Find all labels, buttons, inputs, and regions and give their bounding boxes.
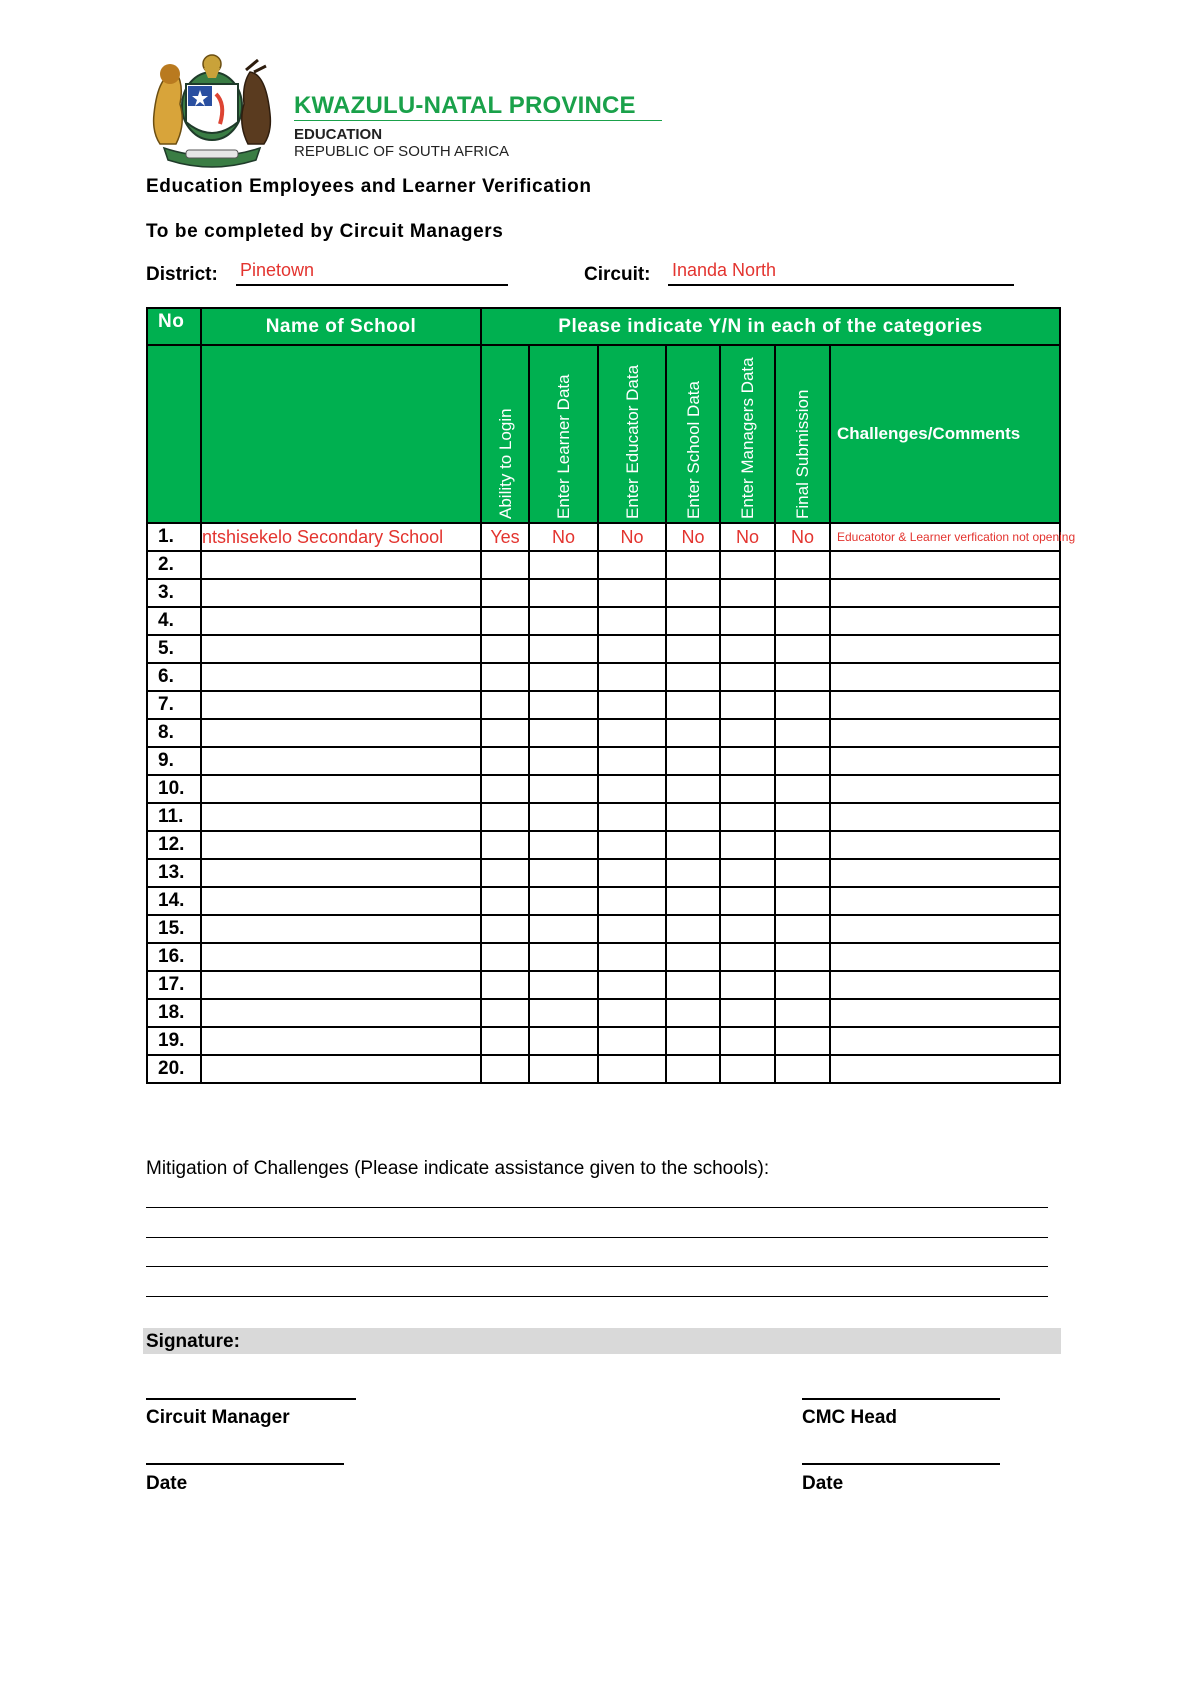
school-name-cell[interactable]: [201, 859, 481, 887]
school-name-cell[interactable]: [201, 635, 481, 663]
comment-cell[interactable]: [830, 803, 1060, 831]
comment-cell[interactable]: [830, 887, 1060, 915]
comment-cell[interactable]: [830, 1055, 1060, 1083]
table-row: [147, 719, 1060, 747]
form-title: Education Employees and Learner Verification: [146, 176, 592, 197]
category-cell[interactable]: [720, 915, 775, 943]
category-header: [598, 345, 666, 523]
table-row: [147, 943, 1060, 971]
category-cell[interactable]: [775, 719, 830, 747]
category-cell[interactable]: [529, 831, 598, 859]
circuit-manager-label: Circuit Manager: [146, 1407, 290, 1428]
category-cell[interactable]: [481, 999, 529, 1027]
row-number: 1.: [147, 523, 201, 551]
school-name-cell[interactable]: [201, 887, 481, 915]
row-number: 12.: [147, 831, 201, 859]
row-number: 11.: [147, 803, 201, 831]
comment-cell[interactable]: [830, 1027, 1060, 1055]
comment-cell[interactable]: [830, 551, 1060, 579]
school-name-cell[interactable]: [201, 551, 481, 579]
school-name-cell[interactable]: [201, 607, 481, 635]
row-number: 16.: [147, 943, 201, 971]
category-cell[interactable]: [598, 551, 666, 579]
category-cell[interactable]: [666, 663, 720, 691]
date-label-left: Date: [146, 1473, 188, 1494]
category-cell[interactable]: [481, 663, 529, 691]
mitigation-line[interactable]: [146, 1237, 1048, 1238]
row-number: 20.: [147, 1055, 201, 1083]
category-cell[interactable]: [775, 803, 830, 831]
category-cell[interactable]: [666, 607, 720, 635]
table-row: [147, 523, 1060, 551]
category-cell[interactable]: [481, 635, 529, 663]
category-cell[interactable]: [666, 803, 720, 831]
school-name-cell[interactable]: [201, 971, 481, 999]
category-cell[interactable]: [598, 859, 666, 887]
form-subtitle: To be completed by Circuit Managers: [146, 221, 504, 242]
category-cell[interactable]: [775, 579, 830, 607]
row-number: 7.: [147, 691, 201, 719]
department-name: EDUCATION: [294, 126, 383, 143]
table-row: [147, 747, 1060, 775]
category-cell[interactable]: [481, 887, 529, 915]
comment-cell[interactable]: [830, 859, 1060, 887]
category-cell[interactable]: [775, 1055, 830, 1083]
row-number: 8.: [147, 719, 201, 747]
table-row: [147, 691, 1060, 719]
category-cell[interactable]: [529, 663, 598, 691]
category-cell[interactable]: [529, 971, 598, 999]
table-row: [147, 663, 1060, 691]
category-cell[interactable]: [720, 887, 775, 915]
school-name-cell[interactable]: [201, 915, 481, 943]
category-cell[interactable]: [666, 831, 720, 859]
category-cell[interactable]: [666, 999, 720, 1027]
category-label: Enter Educator Data: [622, 364, 642, 519]
district-underline: [236, 284, 508, 286]
category-cell[interactable]: [481, 691, 529, 719]
category-cell[interactable]: [720, 943, 775, 971]
comment-cell[interactable]: [830, 943, 1060, 971]
category-cell[interactable]: [666, 635, 720, 663]
school-name-cell[interactable]: [201, 663, 481, 691]
category-cell[interactable]: [775, 551, 830, 579]
row-number: 4.: [147, 607, 201, 635]
category-cell[interactable]: [598, 775, 666, 803]
category-cell[interactable]: [775, 663, 830, 691]
category-cell[interactable]: [666, 747, 720, 775]
category-cell[interactable]: [666, 1027, 720, 1055]
category-cell[interactable]: [666, 775, 720, 803]
comment-cell[interactable]: [830, 719, 1060, 747]
category-cell[interactable]: [666, 887, 720, 915]
category-cell[interactable]: [775, 915, 830, 943]
category-cell[interactable]: [775, 691, 830, 719]
table-row: [147, 607, 1060, 635]
category-cell[interactable]: [775, 607, 830, 635]
row-number: 5.: [147, 635, 201, 663]
category-cell[interactable]: [481, 747, 529, 775]
category-cell[interactable]: [598, 1027, 666, 1055]
school-name-cell[interactable]: [201, 999, 481, 1027]
category-cell[interactable]: [666, 971, 720, 999]
row-number: 6.: [147, 663, 201, 691]
category-cell[interactable]: [529, 803, 598, 831]
table-row: [147, 915, 1060, 943]
category-cell[interactable]: [529, 1027, 598, 1055]
category-cell[interactable]: [481, 607, 529, 635]
category-cell[interactable]: [529, 579, 598, 607]
mitigation-line[interactable]: [146, 1296, 1048, 1297]
comment-cell[interactable]: [830, 691, 1060, 719]
date-line-left[interactable]: [146, 1463, 344, 1465]
category-cell[interactable]: [598, 663, 666, 691]
table-row: [147, 1055, 1060, 1083]
category-cell[interactable]: [481, 1027, 529, 1055]
category-cell[interactable]: [529, 943, 598, 971]
row-number: 15.: [147, 915, 201, 943]
category-cell[interactable]: [666, 551, 720, 579]
header-blank-no: [147, 345, 201, 523]
school-name-cell[interactable]: [201, 579, 481, 607]
comment-cell[interactable]: [830, 775, 1060, 803]
category-cell[interactable]: [598, 1055, 666, 1083]
comment-cell[interactable]: [830, 915, 1060, 943]
category-cell[interactable]: [666, 579, 720, 607]
comment-cell[interactable]: [830, 971, 1060, 999]
category-cell[interactable]: No: [598, 523, 666, 551]
school-name-cell[interactable]: [201, 691, 481, 719]
table-row: [147, 803, 1060, 831]
table-row: [147, 775, 1060, 803]
category-cell[interactable]: [720, 691, 775, 719]
category-cell[interactable]: [598, 719, 666, 747]
school-name-cell[interactable]: [201, 1027, 481, 1055]
country-name: REPUBLIC OF SOUTH AFRICA: [294, 143, 510, 160]
signature-label: Signature:: [146, 1331, 240, 1352]
category-cell[interactable]: [720, 579, 775, 607]
category-cell[interactable]: [598, 887, 666, 915]
category-header: [529, 345, 598, 523]
circuit-underline: [668, 284, 1014, 286]
comment-cell[interactable]: Educatotor & Learner verfication not opening: [830, 523, 1060, 551]
category-cell[interactable]: [775, 831, 830, 859]
column-header-name: Name of School: [201, 308, 481, 345]
category-cell[interactable]: [720, 719, 775, 747]
category-cell[interactable]: [529, 607, 598, 635]
category-cell[interactable]: No: [666, 523, 720, 551]
row-number: 13.: [147, 859, 201, 887]
category-label: Enter School Data: [683, 381, 703, 519]
row-number: 3.: [147, 579, 201, 607]
comment-cell[interactable]: [830, 999, 1060, 1027]
category-cell[interactable]: [720, 747, 775, 775]
category-cell[interactable]: [481, 775, 529, 803]
category-cell[interactable]: [529, 551, 598, 579]
category-cell[interactable]: [775, 775, 830, 803]
category-label: Final Submission: [793, 389, 812, 519]
school-name-cell[interactable]: [201, 719, 481, 747]
category-label: Ability to Login: [495, 408, 515, 519]
category-cell[interactable]: [720, 663, 775, 691]
category-cell[interactable]: [775, 971, 830, 999]
category-header: [775, 345, 830, 523]
circuit-label: Circuit:: [584, 264, 651, 285]
category-cell[interactable]: [529, 999, 598, 1027]
category-cell[interactable]: [720, 1027, 775, 1055]
category-cell[interactable]: [529, 915, 598, 943]
school-name-cell[interactable]: [201, 1055, 481, 1083]
table-row: [147, 831, 1060, 859]
category-cell[interactable]: [720, 1055, 775, 1083]
comment-cell[interactable]: [830, 663, 1060, 691]
category-cell[interactable]: [720, 803, 775, 831]
category-cell[interactable]: [666, 719, 720, 747]
category-cell[interactable]: [598, 579, 666, 607]
row-number: 18.: [147, 999, 201, 1027]
category-cell[interactable]: [598, 915, 666, 943]
table-row: [147, 859, 1060, 887]
table-row: [147, 971, 1060, 999]
row-number: 19.: [147, 1027, 201, 1055]
table-row: [147, 551, 1060, 579]
mitigation-line[interactable]: [146, 1266, 1048, 1267]
school-name-cell[interactable]: [201, 943, 481, 971]
category-cell[interactable]: [481, 1055, 529, 1083]
category-cell[interactable]: [666, 943, 720, 971]
category-cell[interactable]: [666, 1055, 720, 1083]
category-cell[interactable]: [598, 831, 666, 859]
date-label-right: Date: [802, 1473, 844, 1494]
category-cell[interactable]: [720, 775, 775, 803]
category-cell[interactable]: [598, 691, 666, 719]
school-name-cell[interactable]: [201, 831, 481, 859]
comment-cell[interactable]: [830, 579, 1060, 607]
mitigation-line[interactable]: [146, 1207, 1048, 1208]
category-cell[interactable]: [720, 831, 775, 859]
circuit-manager-signature-line[interactable]: [146, 1398, 356, 1400]
date-line-right[interactable]: [802, 1463, 1000, 1465]
comment-cell[interactable]: [830, 831, 1060, 859]
category-cell[interactable]: [529, 719, 598, 747]
category-label: Enter Learner Data: [554, 374, 573, 519]
category-cell[interactable]: No: [529, 523, 598, 551]
category-header: [666, 345, 720, 523]
category-cell[interactable]: [481, 971, 529, 999]
column-header-categories: Please indicate Y/N in each of the categories: [481, 308, 1060, 345]
category-cell[interactable]: [529, 887, 598, 915]
category-cell[interactable]: [666, 691, 720, 719]
mitigation-label: Mitigation of Challenges (Please indicate assistance given to the schools):: [146, 1158, 770, 1179]
school-name-cell[interactable]: ntshisekelo Secondary School: [201, 523, 481, 551]
category-cell[interactable]: [598, 999, 666, 1027]
row-number: 9.: [147, 747, 201, 775]
table-row: [147, 1027, 1060, 1055]
comment-cell[interactable]: [830, 635, 1060, 663]
category-cell[interactable]: [775, 999, 830, 1027]
category-cell[interactable]: [529, 1055, 598, 1083]
category-cell[interactable]: [481, 943, 529, 971]
category-cell[interactable]: No: [720, 523, 775, 551]
row-number: 14.: [147, 887, 201, 915]
category-cell[interactable]: [529, 859, 598, 887]
category-cell[interactable]: [775, 887, 830, 915]
header-blank-name: [201, 345, 481, 523]
category-cell[interactable]: [598, 747, 666, 775]
school-name-cell[interactable]: [201, 803, 481, 831]
category-cell[interactable]: [720, 635, 775, 663]
category-cell[interactable]: [720, 971, 775, 999]
category-cell[interactable]: [481, 551, 529, 579]
category-cell[interactable]: [598, 803, 666, 831]
category-cell[interactable]: [666, 915, 720, 943]
table-row: [147, 887, 1060, 915]
category-cell[interactable]: [481, 859, 529, 887]
column-header-no: No: [147, 308, 201, 345]
row-number: 10.: [147, 775, 201, 803]
category-cell[interactable]: [598, 943, 666, 971]
category-cell[interactable]: [775, 635, 830, 663]
category-cell[interactable]: [666, 859, 720, 887]
category-cell[interactable]: [720, 551, 775, 579]
category-cell[interactable]: [775, 747, 830, 775]
school-name-cell[interactable]: [201, 747, 481, 775]
category-header: [720, 345, 775, 523]
row-number: 2.: [147, 551, 201, 579]
table-row: [147, 999, 1060, 1027]
comments-header: Challenges/Comments: [830, 345, 1060, 523]
row-number: 17.: [147, 971, 201, 999]
category-cell[interactable]: No: [775, 523, 830, 551]
category-header: [481, 345, 529, 523]
category-cell[interactable]: [720, 999, 775, 1027]
category-cell[interactable]: [481, 719, 529, 747]
cmc-head-label: CMC Head: [802, 1407, 898, 1428]
category-cell[interactable]: [775, 943, 830, 971]
coat-of-arms-logo: [146, 44, 278, 174]
category-cell[interactable]: [720, 607, 775, 635]
category-cell[interactable]: [598, 971, 666, 999]
brand-divider: [294, 120, 662, 121]
cmc-head-signature-line[interactable]: [802, 1398, 1000, 1400]
category-cell[interactable]: [481, 579, 529, 607]
category-cell[interactable]: [481, 803, 529, 831]
category-cell[interactable]: Yes: [481, 523, 529, 551]
signature-bar: [143, 1328, 1061, 1354]
category-cell[interactable]: [775, 1027, 830, 1055]
province-name: KWAZULU-NATAL PROVINCE: [294, 92, 636, 119]
comment-cell[interactable]: [830, 607, 1060, 635]
category-cell[interactable]: [720, 859, 775, 887]
category-label: Enter Managers Data: [738, 357, 757, 519]
category-cell[interactable]: [598, 635, 666, 663]
category-cell[interactable]: [529, 775, 598, 803]
district-field[interactable]: Pinetown: [240, 260, 315, 280]
table-row: [147, 635, 1060, 663]
category-cell[interactable]: [529, 691, 598, 719]
category-cell[interactable]: [598, 607, 666, 635]
verification-table: [146, 307, 1076, 1084]
circuit-field[interactable]: Inanda North: [672, 260, 777, 280]
category-cell[interactable]: [529, 747, 598, 775]
district-label: District:: [146, 264, 218, 285]
category-cell[interactable]: [481, 831, 529, 859]
category-cell[interactable]: [529, 635, 598, 663]
comment-cell[interactable]: [830, 747, 1060, 775]
category-cell[interactable]: [775, 859, 830, 887]
school-name-cell[interactable]: [201, 775, 481, 803]
table-row: [147, 579, 1060, 607]
category-cell[interactable]: [481, 915, 529, 943]
